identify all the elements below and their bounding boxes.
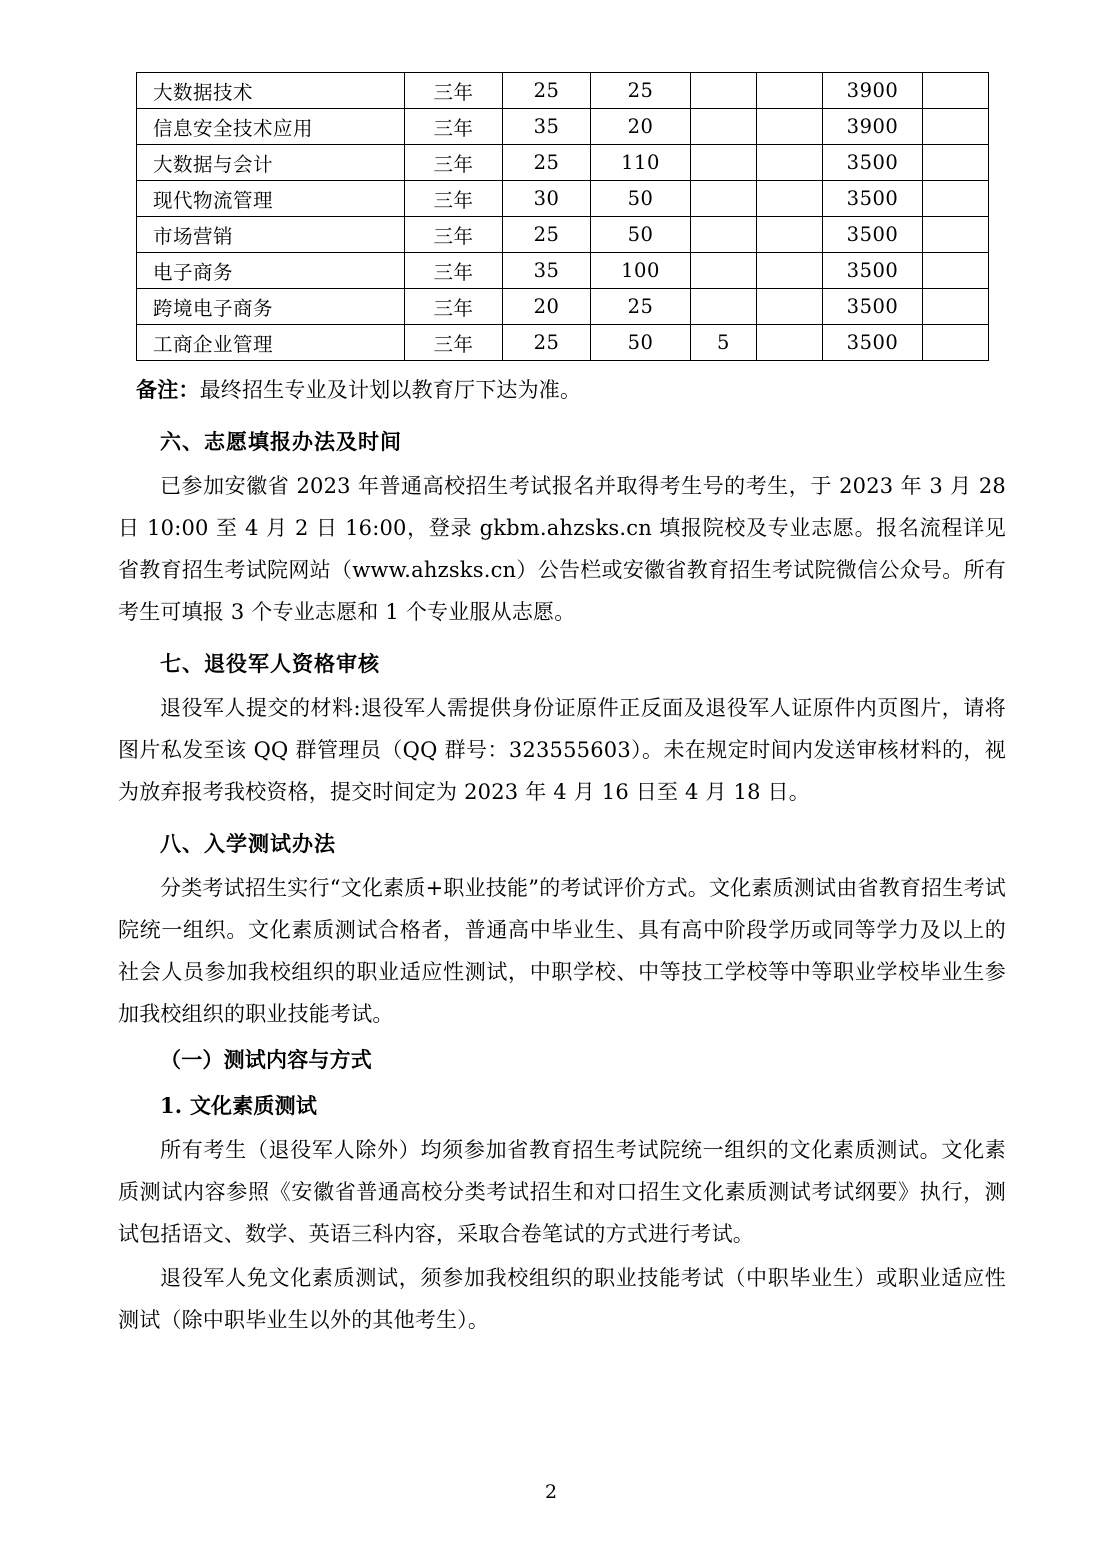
cell-length: 三年 <box>405 289 503 325</box>
cell-n4 <box>757 217 823 253</box>
item-one-body-second: 退役军人免文化素质测试，须参加我校组织的职业技能考试（中职毕业生）或职业适应性测试（除中职毕业生以外的其他考生）。 <box>118 1266 1006 1332</box>
cell-n1: 25 <box>503 145 591 181</box>
cell-n4 <box>757 145 823 181</box>
cell-n3: 5 <box>691 325 757 361</box>
section-seven-body: 退役军人提交的材料:退役军人需提供身份证原件正反面及退役军人证原件内页图片，请将图片私发至该 QQ 群管理员（QQ 群号：323555603）。未在规定时间内发送审核材料的，视为放弃报考我校资格，提交时间定为 2023 年 4 月 16 日至 4 月 18 日。 <box>118 696 1006 804</box>
cell-n2: 50 <box>591 217 691 253</box>
table-body <box>137 73 989 361</box>
table-row <box>137 253 989 289</box>
cell-major: 市场营销 <box>137 217 405 253</box>
cell-n2: 110 <box>591 145 691 181</box>
enrollment-plan-table <box>136 72 989 361</box>
cell-n4 <box>757 325 823 361</box>
table-note-label: 备注： <box>136 377 200 402</box>
cell-fee: 3900 <box>823 109 923 145</box>
cell-n1: 20 <box>503 289 591 325</box>
cell-n2: 25 <box>591 73 691 109</box>
cell-length: 三年 <box>405 217 503 253</box>
cell-major: 跨境电子商务 <box>137 289 405 325</box>
cell-major: 大数据与会计 <box>137 145 405 181</box>
cell-length: 三年 <box>405 73 503 109</box>
cell-n1: 35 <box>503 253 591 289</box>
cell-length: 三年 <box>405 325 503 361</box>
cell-n1: 25 <box>503 325 591 361</box>
cell-major: 电子商务 <box>137 253 405 289</box>
subsection-one-title: （一）测试内容与方式 <box>160 1047 372 1072</box>
item-one-title: 1. 文化素质测试 <box>160 1093 318 1118</box>
table-row <box>137 109 989 145</box>
page-number: 2 <box>544 1481 558 1503</box>
cell-n2: 25 <box>591 289 691 325</box>
cell-fee: 3500 <box>823 325 923 361</box>
cell-length: 三年 <box>405 181 503 217</box>
cell-length: 三年 <box>405 145 503 181</box>
table-row <box>137 217 989 253</box>
table-row <box>137 73 989 109</box>
cell-last <box>923 325 989 361</box>
cell-last <box>923 253 989 289</box>
cell-major: 工商企业管理 <box>137 325 405 361</box>
cell-n3 <box>691 181 757 217</box>
table-row <box>137 289 989 325</box>
cell-n2: 50 <box>591 181 691 217</box>
item-one-body-first: 所有考生（退役军人除外）均须参加省教育招生考试院统一组织的文化素质测试。文化素质测试内容参照《安徽省普通高校分类考试招生和对口招生文化素质测试考试纲要》执行，测试包括语文、数学、英语三科内容，采取合卷笔试的方式进行考试。 <box>118 1138 1006 1246</box>
section-six-body: 已参加安徽省 2023 年普通高校招生考试报名并取得考生号的考生，于 2023 年 3 月 28 日 10:00 至 4 月 2 日 16:00，登录 gkbm.ahzsks.cn 填报院校及专业志愿。报名流程详见省教育招生考试院网站（www.ahzsks.cn）公告栏或安徽省教育招生考试院微信公众号。所有考生可填报 3 个专业志愿和 1 个专业服从志愿。 <box>118 474 1006 624</box>
cell-last <box>923 217 989 253</box>
cell-major: 大数据技术 <box>137 73 405 109</box>
section-eight-body: 分类考试招生实行“文化素质+职业技能”的考试评价方式。文化素质测试由省教育招生考试院统一组织。文化素质测试合格者，普通高中毕业生、具有高中阶段学历或同等学力及以上的社会人员参加我校组织的职业适应性测试，中职学校、中等技工学校等中等职业学校毕业生参加我校组织的职业技能考试。 <box>118 876 1006 1026</box>
cell-fee: 3500 <box>823 217 923 253</box>
cell-n1: 25 <box>503 73 591 109</box>
cell-length: 三年 <box>405 253 503 289</box>
table-row <box>137 145 989 181</box>
cell-n3 <box>691 145 757 181</box>
cell-n2: 50 <box>591 325 691 361</box>
cell-length: 三年 <box>405 109 503 145</box>
cell-major: 信息安全技术应用 <box>137 109 405 145</box>
cell-fee: 3500 <box>823 253 923 289</box>
cell-last <box>923 145 989 181</box>
cell-fee: 3900 <box>823 73 923 109</box>
table-row <box>137 181 989 217</box>
cell-n4 <box>757 109 823 145</box>
cell-last <box>923 73 989 109</box>
cell-n3 <box>691 253 757 289</box>
cell-n3 <box>691 109 757 145</box>
cell-last <box>923 109 989 145</box>
cell-fee: 3500 <box>823 145 923 181</box>
table-row <box>137 325 989 361</box>
cell-n2: 20 <box>591 109 691 145</box>
cell-n4 <box>757 73 823 109</box>
cell-n4 <box>757 253 823 289</box>
section-eight-title: 八、入学测试办法 <box>160 831 336 856</box>
cell-n1: 30 <box>503 181 591 217</box>
section-seven-title: 七、退役军人资格审核 <box>160 651 380 676</box>
table-note-text: 最终招生专业及计划以教育厅下达为准。 <box>199 378 582 402</box>
cell-n4 <box>757 181 823 217</box>
cell-fee: 3500 <box>823 289 923 325</box>
table-note <box>136 369 1006 411</box>
cell-last <box>923 181 989 217</box>
cell-n3 <box>691 73 757 109</box>
cell-n4 <box>757 289 823 325</box>
cell-last <box>923 289 989 325</box>
cell-major: 现代物流管理 <box>137 181 405 217</box>
cell-n1: 35 <box>503 109 591 145</box>
cell-n3 <box>691 289 757 325</box>
section-six-title: 六、志愿填报办法及时间 <box>160 429 402 454</box>
cell-n1: 25 <box>503 217 591 253</box>
cell-fee: 3500 <box>823 181 923 217</box>
cell-n2: 100 <box>591 253 691 289</box>
cell-n3 <box>691 217 757 253</box>
